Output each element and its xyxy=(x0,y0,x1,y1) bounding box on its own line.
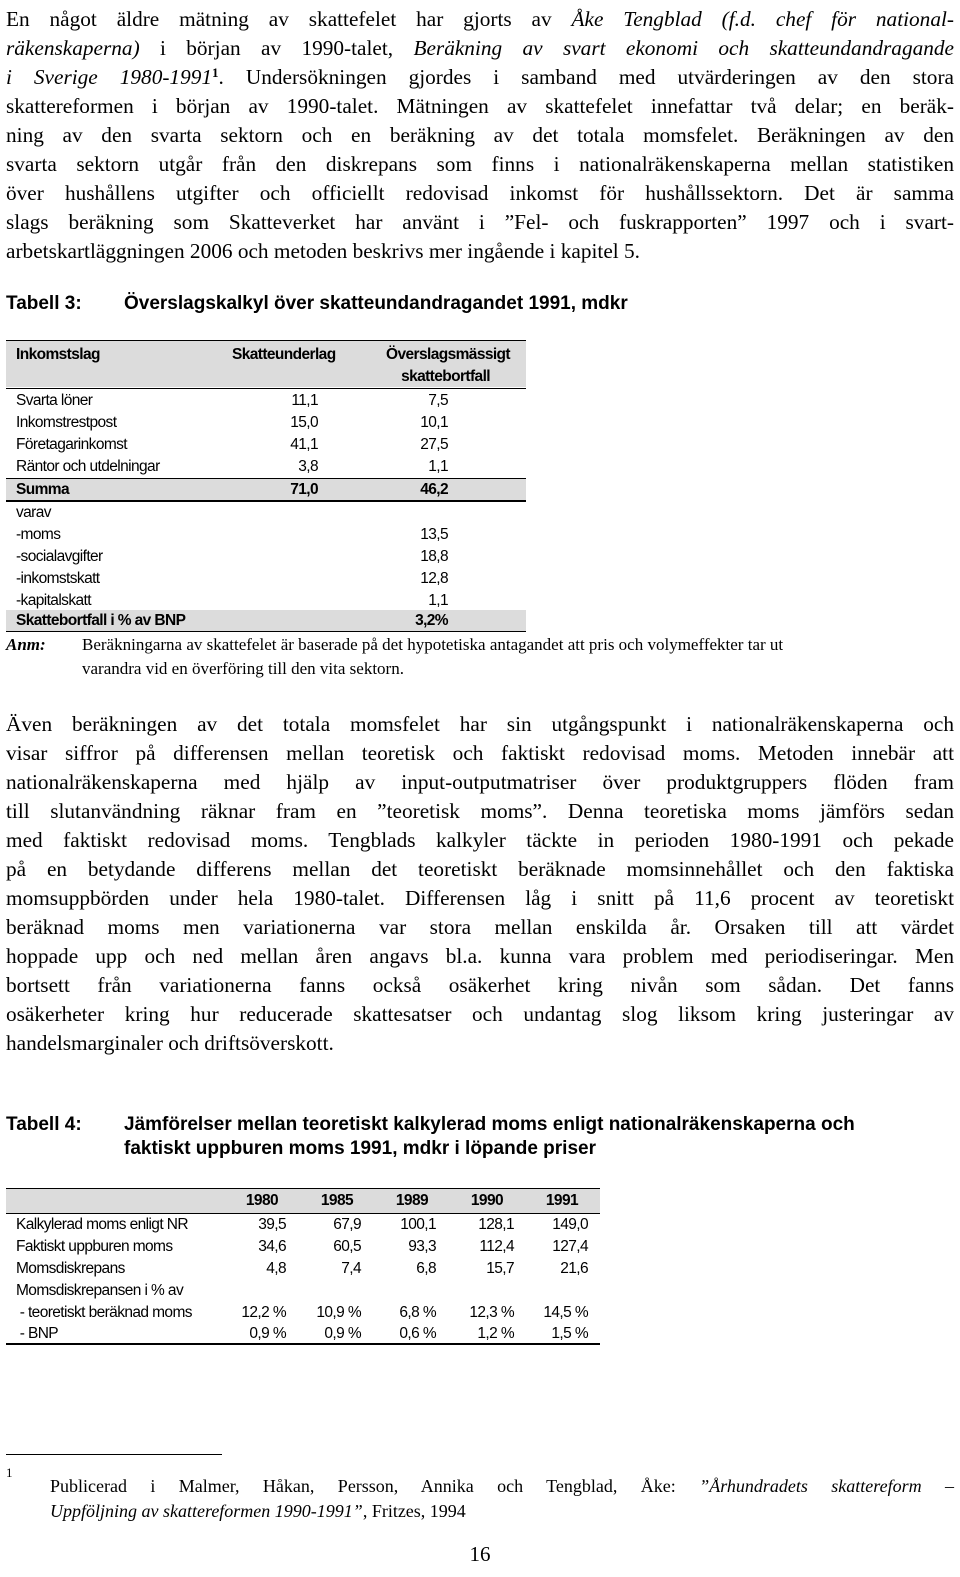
table-row xyxy=(6,1302,600,1324)
intro-line: över hushållens utgifter och officiellt redovisad inkomst för hushållssektorn. Det är samma xyxy=(6,181,954,205)
table3-sum-row xyxy=(6,479,526,501)
cell-value: 21,6 xyxy=(560,1260,588,1277)
table3-bottom-rule xyxy=(6,631,526,632)
table3-header-rule xyxy=(6,388,526,389)
table4-col-year: 1980 xyxy=(245,1192,278,1209)
table-row xyxy=(6,412,526,434)
cell-value: 7,5 xyxy=(428,392,448,409)
body-line: på en betydande differens mellan det teoretiskt beräknade momsinnehållet och den faktiska xyxy=(6,857,954,881)
body-line: momsuppbörden under hela 1980-talet. Differensen låg i snitt på 11,6 procent av teoretiskt xyxy=(6,886,954,910)
row-label: Summa xyxy=(16,481,69,498)
cell-value: 12,8 xyxy=(420,570,448,587)
cell-value: 71,0 xyxy=(290,481,318,498)
row-label: Skattebortfall i % av BNP xyxy=(16,612,186,629)
cell-value: 39,5 xyxy=(258,1216,286,1233)
table3-col-skattebortfall: Överslagsmässigt xyxy=(386,346,510,363)
cell-value: 0,6 % xyxy=(399,1325,436,1342)
cell-value: 1,5 % xyxy=(551,1325,588,1342)
table3-col-skattebortfall-cont: skattebortfall xyxy=(401,368,490,385)
intro-paragraph xyxy=(6,5,954,266)
cell-value: 128,1 xyxy=(478,1216,514,1233)
intro-line: arbetskartläggningen 2006 och metoden beskrivs mer ingående i kapitel 5. xyxy=(6,239,640,263)
table4-title xyxy=(124,1113,960,1161)
intro-report-title-cont: i Sverige 1980-1991 xyxy=(6,65,213,89)
cell-value: 11,1 xyxy=(291,392,318,409)
table-row xyxy=(6,1214,600,1236)
table-row xyxy=(6,1280,600,1302)
intro-line: ning av den svarta sektorn och en beräkning av det totala momsfelet. Beräkningen av den xyxy=(6,123,954,147)
table-row xyxy=(6,524,526,546)
cell-value: 12,2 % xyxy=(241,1304,286,1321)
cell-value: 127,4 xyxy=(552,1238,588,1255)
cell-value: 13,5 xyxy=(420,526,448,543)
table-row xyxy=(6,502,526,524)
cell-value: 6,8 xyxy=(416,1260,436,1277)
intro-line: svarta sektorn utgår från den diskrepans som finns i nationalräkenskaperna mellan statistiken xyxy=(6,152,954,176)
page-number: 16 xyxy=(469,1542,491,1566)
body-line: bortsett från variationerna fanns också osäkerhet kring nivån som sådan. Det fanns xyxy=(6,973,954,997)
cell-value: 4,8 xyxy=(266,1260,286,1277)
table3-title: Överslagskalkyl över skatteundandragandet 1991, mdkr xyxy=(124,293,628,314)
body-line: nationalräkenskaperna med hjälp av input-outputmatriser över produktgruppers flöden fram xyxy=(6,770,954,794)
table3 xyxy=(6,340,526,632)
note-label: Anm: xyxy=(6,635,46,654)
cell-value: 46,2 xyxy=(420,481,448,498)
table3-header-row2 xyxy=(6,366,526,388)
body-line: beräknad moms men variationerna var stora mellan enskilda år. Orsaken till att värdet xyxy=(6,915,954,939)
intro-text: . Undersökningen gjordes i samband med utvärderingen av den stora xyxy=(218,65,954,89)
intro-text: En något äldre mätning av skattefelet har gjorts av xyxy=(6,7,572,31)
cell-value: 3,2% xyxy=(415,612,448,629)
body-line: Även beräkningen av det totala momsfelet har sin utgångspunkt i nationalräkenskaperna och xyxy=(6,712,954,736)
body-line: visar siffror på differensen mellan teoretisk och faktiskt redovisad moms. Metoden innebär att xyxy=(6,741,954,765)
intro-report-title: Beräkning av svart ekonomi och skatteundandragande xyxy=(413,36,954,60)
table3-header-row xyxy=(6,344,526,366)
table3-col-skatteunderlag: Skatteunderlag xyxy=(232,346,336,363)
table4 xyxy=(6,1188,600,1344)
row-label: - teoretiskt beräknad moms xyxy=(16,1304,192,1321)
row-label: Momsdiskrepans xyxy=(16,1260,125,1277)
row-label: Kalkylerad moms enligt NR xyxy=(16,1216,188,1233)
cell-value: 67,9 xyxy=(333,1216,361,1233)
table4-heading xyxy=(6,1113,954,1161)
table-row xyxy=(6,1323,600,1345)
cell-value: 1,2 % xyxy=(477,1325,514,1342)
intro-line: slags beräkning som Skatteverket har använt i ”Fel- och fuskrapporten” 1997 och i svart- xyxy=(6,210,954,234)
cell-value: 100,1 xyxy=(400,1216,436,1233)
body-line: handelsmarginaler och driftsöverskott. xyxy=(6,1031,334,1055)
row-label: Faktiskt uppburen moms xyxy=(16,1238,173,1255)
table4-col-year: 1985 xyxy=(320,1192,353,1209)
table4-col-year: 1990 xyxy=(470,1192,503,1209)
cell-value: 10,9 % xyxy=(316,1304,361,1321)
row-label: -moms xyxy=(16,526,61,543)
body-line: osäkerheter kring hur reducerade skattesatser och undantag slog liksom kring justeringar av xyxy=(6,1002,954,1026)
footnote-ref[interactable]: 1 xyxy=(212,65,219,80)
note-text xyxy=(82,633,954,681)
cell-value: 3,8 xyxy=(298,458,318,475)
note-line: Beräkningarna av skattefelet är baserade på det hypotetiska antagandet att pris och volymeffekter tar ut xyxy=(82,635,784,654)
cell-value: 60,5 xyxy=(333,1238,361,1255)
body-line: med faktiskt redovisad moms. Tengblads kalkyler täckte in perioden 1980-1991 och pekade xyxy=(6,828,954,852)
footnote-title: ”Århundradets skattereform – xyxy=(699,1476,954,1496)
table-row xyxy=(6,390,526,412)
cell-value: 15,0 xyxy=(290,414,318,431)
intro-text: i början av 1990-talet, xyxy=(139,36,414,60)
momsfel-paragraph xyxy=(6,710,954,1058)
footnote-separator xyxy=(6,1454,222,1455)
table4-title-line: Jämförelser mellan teoretiskt kalkylerad moms enligt nationalräkenskaperna och xyxy=(124,1114,855,1135)
cell-value: 14,5 % xyxy=(543,1304,588,1321)
row-label: Räntor och utdelningar xyxy=(16,458,160,475)
cell-value: 34,6 xyxy=(258,1238,286,1255)
table3-heading xyxy=(6,292,954,316)
table-row xyxy=(6,568,526,590)
cell-value: 6,8 % xyxy=(399,1304,436,1321)
row-label: -inkomstskatt xyxy=(16,570,100,587)
row-label: Företagarinkomst xyxy=(16,436,128,453)
table4-bottom-rule xyxy=(6,1343,600,1345)
cell-value: 18,8 xyxy=(420,548,448,565)
table4-number: Tabell 4: xyxy=(6,1114,82,1135)
cell-value: 7,4 xyxy=(341,1260,361,1277)
note-line: varandra vid en överföring till den vita sektorn. xyxy=(82,659,404,678)
cell-value: 15,7 xyxy=(486,1260,514,1277)
table3-col-inkomstslag: Inkomstslag xyxy=(16,346,100,363)
footnote-text xyxy=(50,1474,954,1524)
table-row xyxy=(6,1236,600,1258)
table4-header-row xyxy=(6,1190,600,1212)
table4-title-line: faktiskt uppburen moms 1991, mdkr i löpande priser xyxy=(124,1138,596,1159)
cell-value: 41,1 xyxy=(290,436,318,453)
cell-value: 0,9 % xyxy=(249,1325,286,1342)
cell-value: 1,1 xyxy=(428,458,448,475)
row-label: varav xyxy=(16,504,51,521)
row-label: - BNP xyxy=(16,1325,59,1342)
intro-author-cont: räkenskaperna) xyxy=(6,36,140,60)
table4-col-year: 1989 xyxy=(395,1192,428,1209)
cell-value: 12,3 % xyxy=(469,1304,514,1321)
cell-value: 1,1 xyxy=(428,592,448,609)
table-row xyxy=(6,456,526,478)
table-row xyxy=(6,1258,600,1280)
cell-value: 93,3 xyxy=(408,1238,436,1255)
footnote-title-cont: Uppföljning av skattereformen 1990-1991” xyxy=(50,1501,363,1521)
cell-value: 0,9 % xyxy=(324,1325,361,1342)
body-line: hoppade upp och ned mellan åren angavs bl.a. kunna vara problem med periodiseringar. Men xyxy=(6,944,954,968)
table3-bnp-row xyxy=(6,610,526,631)
cell-value: 112,4 xyxy=(479,1238,514,1255)
table-row xyxy=(6,434,526,456)
table4-col-year: 1991 xyxy=(545,1192,578,1209)
row-label: -kapitalskatt xyxy=(16,592,91,609)
cell-value: 149,0 xyxy=(552,1216,588,1233)
table-row xyxy=(6,546,526,568)
row-label: Inkomstrestpost xyxy=(16,414,117,431)
footnote-publisher: , Fritzes, 1994 xyxy=(362,1501,466,1521)
row-label: -socialavgifter xyxy=(16,548,103,565)
cell-value: 10,1 xyxy=(420,414,448,431)
intro-line: skattereformen i början av 1990-talet. Mätningen av skattefelet innefattar två delar; en beräk- xyxy=(6,94,954,118)
footnote-line: Publicerad i Malmer, Håkan, Persson, Annika och Tengblad, Åke: xyxy=(50,1476,700,1496)
intro-author: Åke Tengblad (f.d. chef för national- xyxy=(571,7,954,31)
table-row xyxy=(6,590,526,612)
body-line: till slutanvändning räknar fram en ”teoretisk moms”. Denna teoretiska moms jämförs sedan xyxy=(6,799,954,823)
cell-value: 27,5 xyxy=(420,436,448,453)
row-label: Svarta löner xyxy=(16,392,93,409)
row-label: Momsdiskrepansen i % av xyxy=(16,1282,184,1299)
footnote-number: 1 xyxy=(6,1465,13,1480)
table3-number: Tabell 3: xyxy=(6,293,82,314)
